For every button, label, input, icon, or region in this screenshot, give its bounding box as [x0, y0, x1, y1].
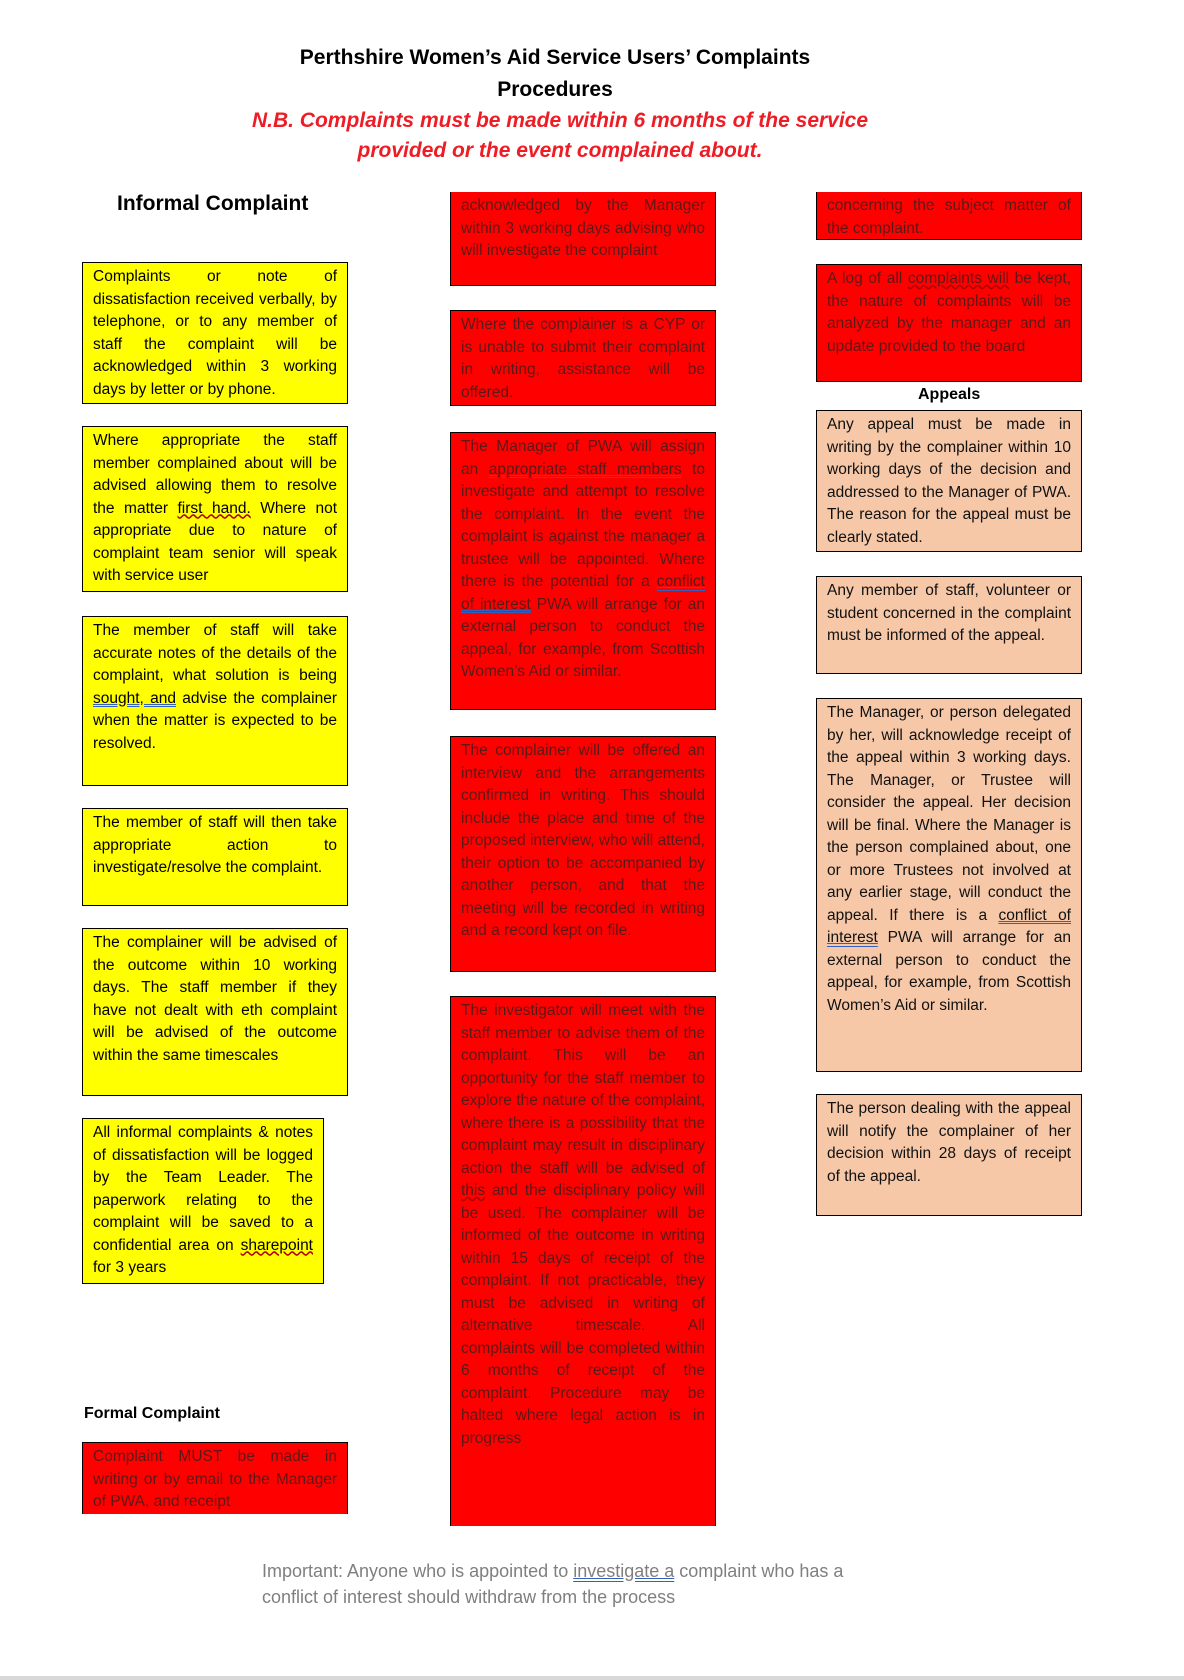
informal-box-6-underlined: sharepoint	[240, 1236, 313, 1254]
title-line-1: Perthshire Women’s Aid Service Users’ Complaints	[299, 46, 811, 69]
appeals-box-4	[816, 1094, 1082, 1216]
informal-box-6-text-b: for 3 years	[93, 1259, 167, 1276]
footer-underlined: investigate a	[573, 1561, 675, 1581]
informal-box-1	[82, 262, 348, 404]
middle-box-5	[450, 996, 716, 1526]
formal-box-1	[82, 1442, 348, 1514]
formal-box-1-text: Complaint MUST be made in writing or by email to the Manager of PWA, and receipt	[93, 1448, 337, 1510]
formal-complaint-heading: Formal Complaint	[84, 1405, 221, 1422]
right-box-1-text: concerning the subject matter of the complaint.	[827, 197, 1071, 237]
middle-box-5-underlined: this	[461, 1182, 486, 1199]
page-bottom-edge	[0, 1676, 1184, 1680]
middle-box-5-text-a: The investigator will meet with the staff member to advise them of the complaint. This will be an opportunity for the staff member to explore the nature of the complaint, where there is a possibility that the complaint may result in disciplinary action the staff will be advised of	[461, 1002, 705, 1177]
middle-box-4	[450, 736, 716, 972]
right-box-1	[816, 192, 1082, 240]
footer-note	[262, 1558, 882, 1610]
appeals-box-2-text: Any member of staff, volunteer or student concerned in the complaint must be informed of the appeal.	[827, 582, 1071, 644]
middle-box-1	[450, 192, 716, 286]
middle-box-4-text: The complainer will be offered an interview and the arrangements confirmed in writing. This should include the place and time of the proposed interview, who will attend, their option to be accompanied by another person, and that the meeting will be recorded in writing and a record kept on file.	[461, 742, 705, 939]
middle-box-3	[450, 432, 716, 710]
middle-box-2-text: Where the complainer is a CYP or is unable to submit their complaint in writing, assistance will be offered.	[461, 316, 705, 401]
informal-box-2	[82, 426, 348, 592]
informal-box-2-text-b: Where not appropriate due to nature of complaint team senior will speak with service user	[93, 499, 338, 584]
title-line-2: Procedures	[497, 78, 613, 101]
appeals-box-3-text-a: The Manager, or person delegated by her, will acknowledge receipt of the appeal within 3 working days. The Manager, or Trustee will consider the appeal. Her decision will be final. Where the Manager is the person complained about, one or more Trustees not involved at any earlier stage, will conduct the appeal. If there is a	[827, 704, 1071, 924]
informal-box-6	[82, 1118, 324, 1284]
middle-box-3-underlined-1: appropriate staff members	[488, 460, 682, 478]
informal-box-2-underlined: first hand.	[177, 499, 251, 517]
footer-text-b: complaint who has a conflict of interest should withdraw from the process	[262, 1561, 844, 1607]
nb-notice	[230, 106, 890, 166]
informal-complaint-heading: Informal Complaint	[117, 192, 309, 215]
informal-box-3-text-b: advise the complainer when the matter is expected to be resolved.	[93, 689, 337, 752]
nb-line-2: provided or the event complained about.	[357, 139, 763, 162]
informal-box-5	[82, 928, 348, 1096]
informal-box-6-text-a: All informal complaints & notes of dissatisfaction will be logged by the Team Leader. The paperwork relating to the complaint will be saved to a confidential area on	[93, 1124, 313, 1254]
nb-line-1: N.B. Complaints must be made within 6 months of the service	[251, 109, 869, 132]
appeals-heading: Appeals	[918, 386, 981, 403]
middle-box-3-text-b: to investigate and attempt to resolve the complaint. In the event the complaint is against the manager a trustee will be appointed. Where there is the potential for a	[461, 460, 705, 590]
right-box-2-underlined: complaints will	[907, 270, 1010, 287]
appeals-box-1-text: Any appeal must be made in writing by the complainer within 10 working days of the decision and addressed to the Manager of PWA. The reason for the appeal must be clearly stated.	[827, 416, 1071, 546]
middle-box-3-underlined-2: conflict of interest	[461, 573, 705, 613]
middle-box-3-text-c: PWA will arrange for an external person to conduct the appeal, for example, from Scottish Women’s Aid or similar.	[461, 595, 706, 680]
informal-box-3-underlined: sought, and	[93, 689, 176, 707]
document-title	[280, 42, 830, 106]
informal-box-4-text: The member of staff will then take appropriate action to investigate/resolve the complaint.	[93, 814, 337, 876]
right-box-2	[816, 264, 1082, 382]
footer-text-a: Important: Anyone who is appointed to	[262, 1561, 574, 1581]
informal-box-2-text-a: Where appropriate the staff member complained about will be advised allowing them to resolve the matter	[93, 432, 337, 517]
right-box-2-text-b: be kept, the nature of complaints will be analyzed by the manager and an update provided to the board	[827, 270, 1072, 355]
informal-box-3	[82, 616, 348, 786]
informal-box-1-text: Complaints or note of dissatisfaction received verbally, by telephone, or to any member of staff the complaint will be acknowledged within 3 working days by letter or by phone.	[93, 268, 337, 398]
appeals-box-1	[816, 410, 1082, 552]
middle-box-3-text-a: The Manager of PWA will assign an	[461, 438, 705, 478]
informal-box-3-text-a: The member of staff will take accurate notes of the details of the complaint, what solution is being	[93, 622, 337, 684]
appeals-box-3-underlined: conflict of interest	[827, 906, 1071, 946]
informal-box-4	[82, 808, 348, 906]
appeals-box-4-text: The person dealing with the appeal will notify the complainer of her decision within 28 days of receipt of the appeal.	[827, 1100, 1071, 1185]
middle-box-5-text-b: and the disciplinary policy will be used. The complainer will be informed of the outcome in writing within 15 days of receipt of the complaint. If not practicable, they must be advised in writing of alternative timescale. All complaints will be completed within 6 months of receipt of the complaint. Procedure may be halted where legal action is in progress	[461, 1182, 705, 1447]
middle-box-1-text: acknowledged by the Manager within 3 working days advising who will investigate the complaint	[461, 197, 705, 259]
right-box-2-text-a: A log of all	[827, 270, 908, 287]
appeals-box-3-text-b: PWA will arrange for an external person to conduct the appeal, for example, from Scottish Women’s Aid or similar.	[827, 929, 1071, 1014]
middle-box-2	[450, 310, 716, 406]
informal-box-5-text: The complainer will be advised of the outcome within 10 working days. The staff member if they have not dealt with eth complaint will be advised of the outcome within the same timescales	[93, 934, 337, 1064]
appeals-box-3	[816, 698, 1082, 1072]
appeals-box-2	[816, 576, 1082, 674]
